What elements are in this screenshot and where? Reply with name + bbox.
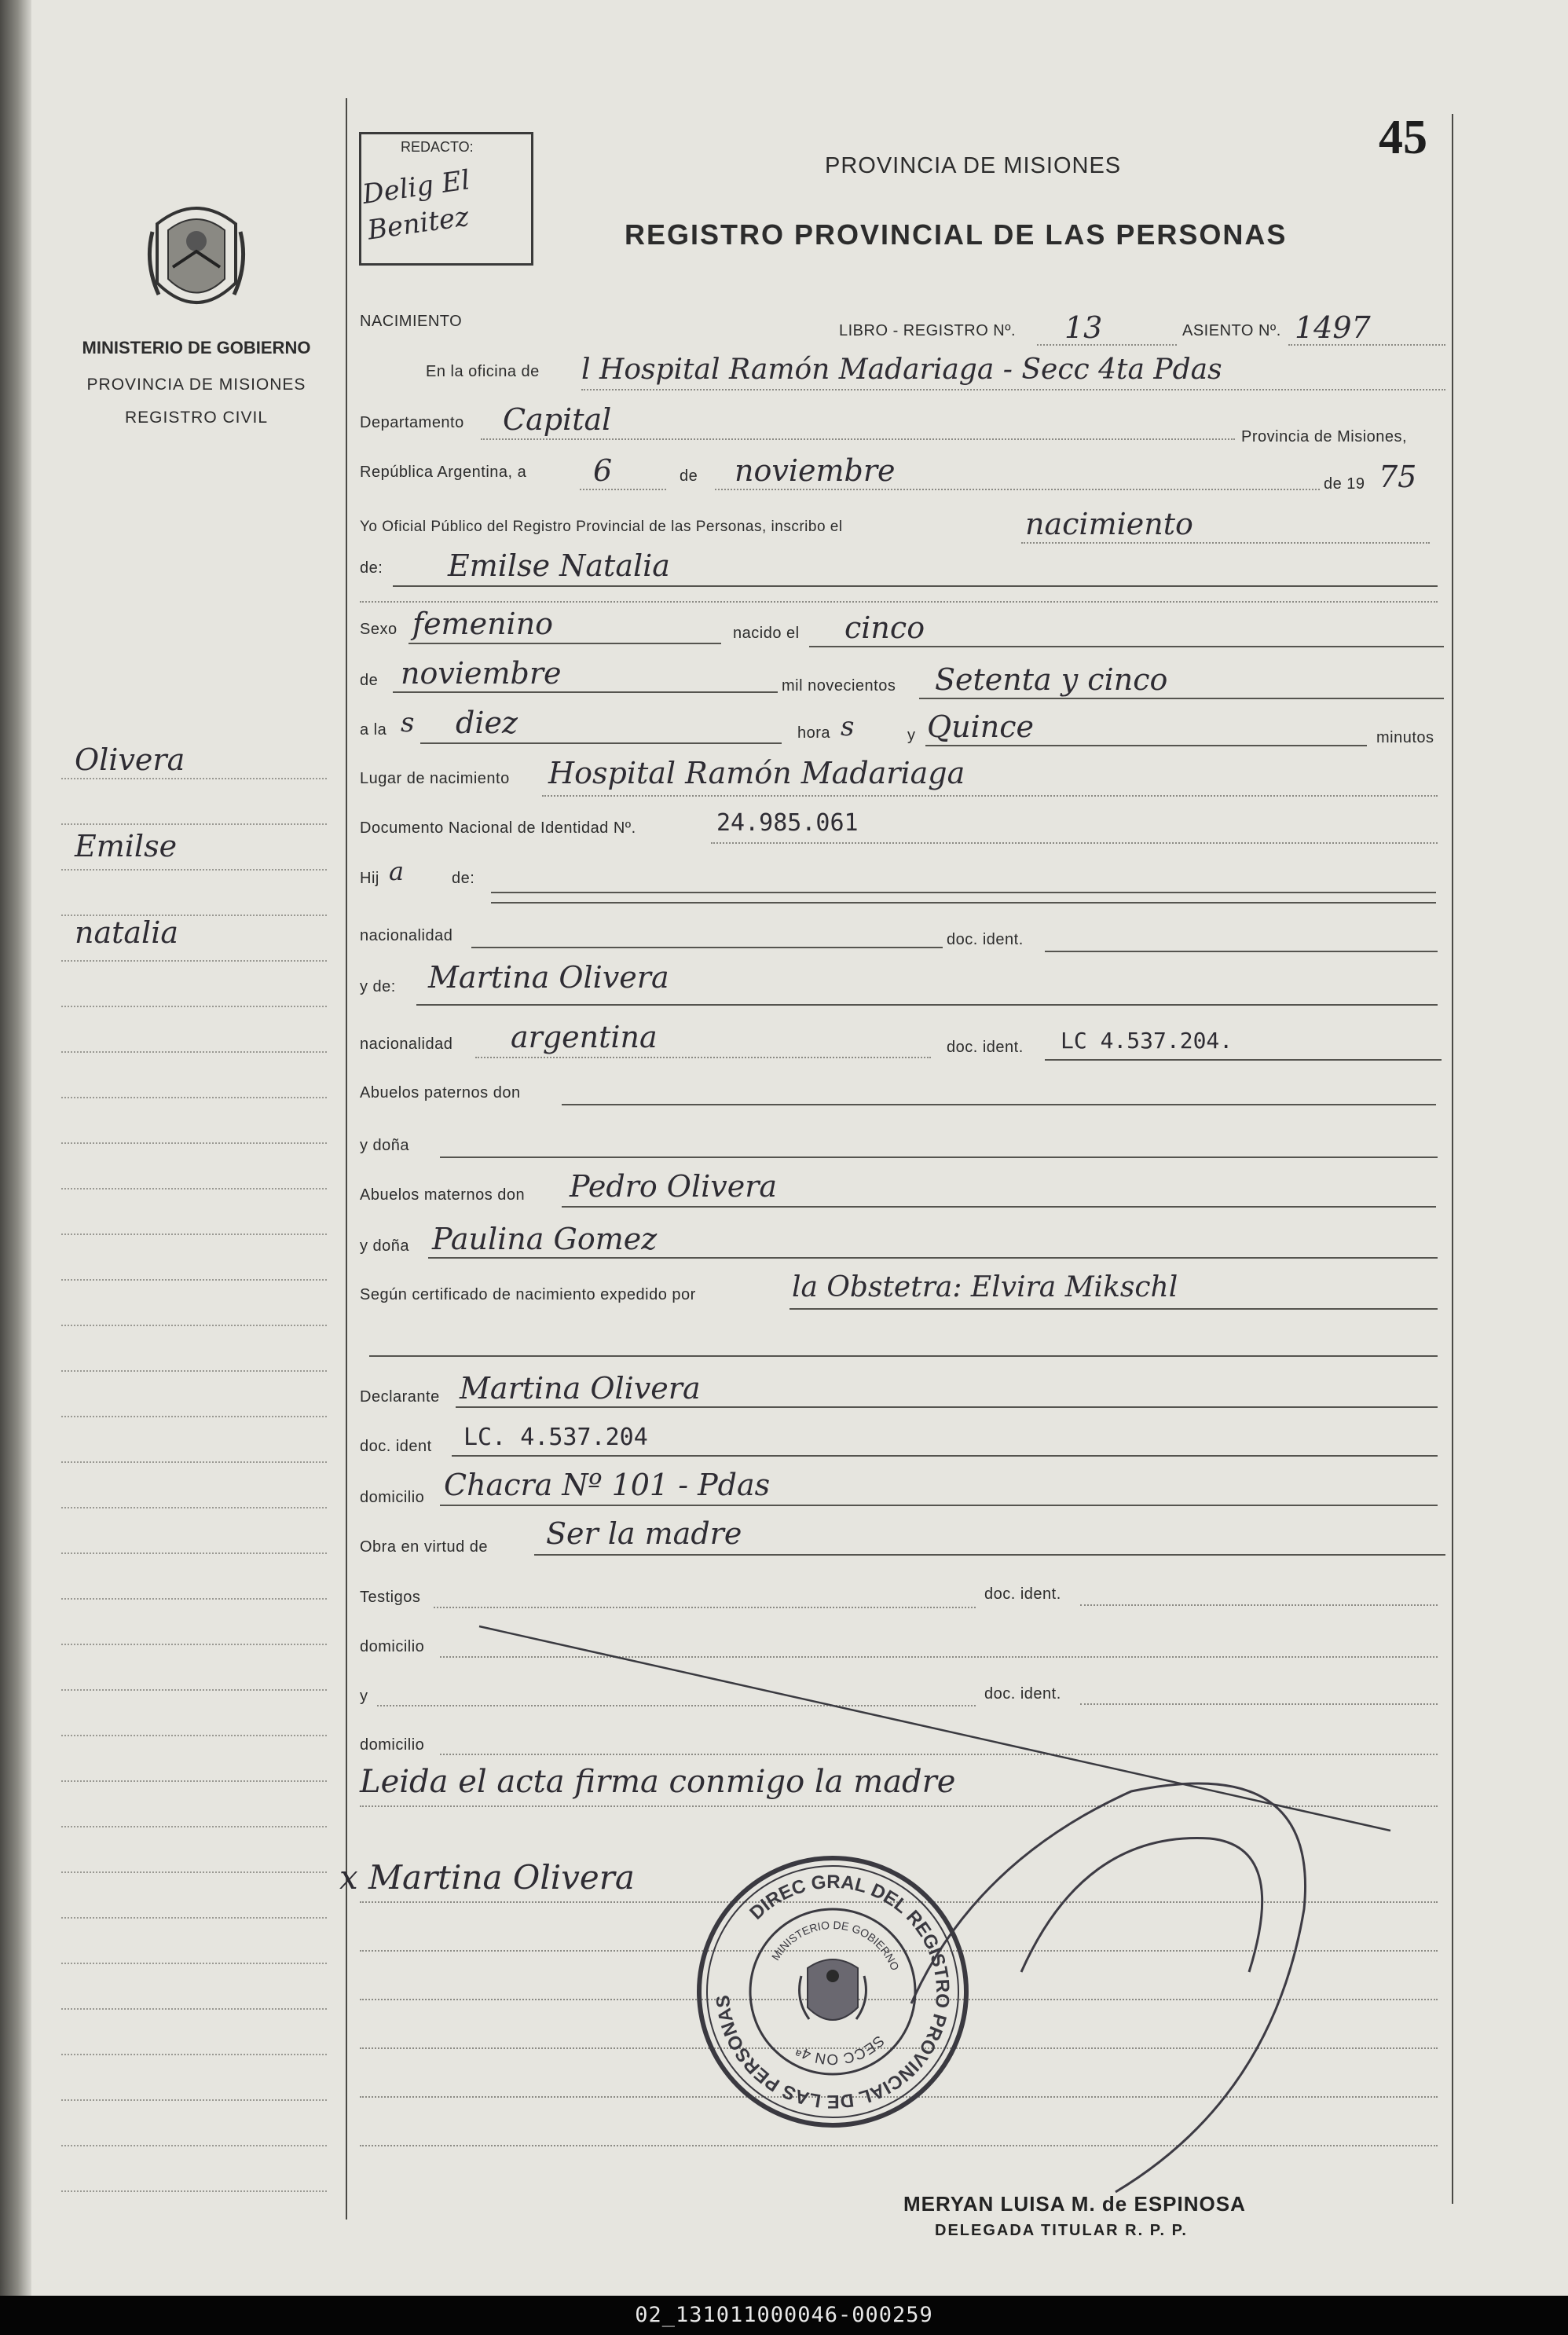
docident2-line [1045,1059,1442,1061]
alas-s: s [401,707,415,739]
seal-inner-text: SECC ON 4ª [793,2032,888,2068]
header-title: REGISTRO PROVINCIAL DE LAS PERSONAS [625,218,1288,251]
mil-label: mil novecientos [782,677,896,695]
ydona2-label: y doña [360,1237,410,1255]
official-seal [691,1850,974,2133]
margin-ruled-line [61,1780,327,1782]
dia-value: 6 [593,453,613,488]
ydona1-line [440,1157,1438,1158]
oficina-line [581,389,1445,390]
margin-ruled-line [61,1279,327,1281]
lugar-label: Lugar de nacimiento [360,770,510,787]
domicilio1-label: domicilio [360,1489,425,1506]
firma-value: x Martina Olivera [339,1858,635,1897]
svg-text:SECC ON 4ª [793,2032,887,2067]
margin-ruled-line [61,1963,327,1964]
seal-outer-text: DIREC GRAL DEL REGISTRO PROVINCIAL DE LAS PERSONAS [712,1871,954,2113]
asiento-value: 1497 [1295,310,1371,345]
dni-label: Documento Nacional de Identidad Nº. [360,819,636,837]
nombre-value: Emilse Natalia [448,548,670,583]
right-margin-rule [1452,114,1453,2204]
republica-label: República Argentina, a [360,464,527,481]
archive-id-footer: 02_131011000046-000259 [0,2296,1568,2335]
margin-ruled-line [61,1325,327,1326]
nombre-line [393,585,1438,587]
leida-value: Leida el acta firma conmigo la madre [360,1764,956,1800]
margin-first-name: Emilse [75,829,178,863]
docident2-label: doc. ident. [947,1039,1024,1056]
domicilio3-label: domicilio [360,1736,425,1754]
margin-ruled-line [61,1644,327,1645]
margin-ruled-line [61,1097,327,1098]
abuelos-pat-line [562,1104,1436,1105]
domicilio1-line [440,1505,1438,1506]
hija-a: a [389,856,405,886]
domicilio1-value: Chacra Nº 101 - Pdas [444,1468,771,1502]
mes2-line [393,691,778,693]
libro-line [1037,344,1177,346]
margin-ruled-line [61,1598,327,1600]
margin-second-name: natalia [75,915,179,950]
abuelos-mat-label: Abuelos maternos don [360,1186,526,1204]
y-label: y [907,727,916,744]
margin-ruled-line [61,1552,327,1554]
margin-ruled-line [61,960,327,962]
mes2-value: noviembre [401,656,562,691]
docident3-value: LC. 4.537.204 [463,1424,648,1451]
docident1-line [1045,951,1438,952]
margin-surname: Olivera [75,742,185,777]
lugar-value: Hospital Ramón Madariaga [548,756,965,790]
coat-of-arms-emblem [141,192,251,322]
nacionalidad2-line [475,1057,931,1058]
segun-label: Según certificado de nacimiento expedido por [360,1286,696,1303]
sexo-line [408,643,721,644]
de-mes-label: de [360,672,379,689]
page-number: 45 [1379,111,1427,164]
book-binding [0,0,31,2296]
hija-line [491,892,1436,893]
dni-line [711,842,1438,844]
yde-label: y de: [360,978,396,995]
nacionalidad1-label: nacionalidad [360,927,453,944]
nacido-value: cinco [844,610,925,645]
departamento-label: Departamento [360,414,464,431]
alas-label: a la [360,721,387,739]
official-title: DELEGADA TITULAR R. P. P. [935,2222,1188,2239]
horas-s: s [841,711,855,742]
de-label: de [680,467,698,485]
obra-label: Obra en virtud de [360,1538,489,1556]
declarante-line [456,1406,1438,1408]
margin-ruled-line [61,2008,327,2010]
seal-inner-bottom: MINISTERIO DE GOBIERNO [768,1918,902,1973]
hora-line [420,742,782,744]
margin-ruled-line [61,2145,327,2146]
ministry-registry: REGISTRO CIVIL [124,409,269,427]
nacimiento-label: NACIMIENTO [360,313,463,330]
abuelos-mat-value: Pedro Olivera [570,1169,778,1204]
margin-ruled-line [61,869,327,871]
oficial-value: nacimiento [1025,507,1193,541]
mil-value: Setenta y cinco [935,662,1168,697]
docident2-value: LC 4.537.204. [1061,1028,1233,1054]
docident5-label: doc. ident. [984,1685,1061,1703]
redacto-label: REDACTO: [401,139,474,155]
margin-ruled-line [61,1370,327,1372]
margin-ruled-line [61,2190,327,2192]
redacto-signature: Delig El Benitez [360,164,472,247]
nacionalidad1-line [471,947,943,948]
redacto-stamp [359,132,533,266]
departamento-value: Capital [503,402,612,437]
anio-label: de 19 [1324,475,1365,493]
abuelos-pat-label: Abuelos paternos don [360,1084,521,1102]
testigos-label: Testigos [360,1589,421,1606]
obra-line [534,1554,1445,1556]
nacionalidad2-label: nacionalidad [360,1036,453,1053]
margin-ruled-line [61,2054,327,2055]
official-name: MERYAN LUISA M. de ESPINOSA [903,2192,1246,2216]
domicilio2-label: domicilio [360,1638,425,1655]
nombre-line-2 [360,601,1438,603]
margin-ruled-line [61,1188,327,1189]
margin-ruled-line [61,1917,327,1919]
docident1-label: doc. ident. [947,931,1024,948]
oficina-label: En la oficina de [426,363,540,380]
margin-ruled-line [61,1735,327,1736]
docident4-line [1080,1604,1438,1606]
nacido-label: nacido el [733,625,800,642]
margin-ruled-line [61,1826,327,1827]
departamento-line [481,438,1235,440]
ministry-title: MINISTERIO DE GOBIERNO [82,338,311,357]
libro-label: LIBRO - REGISTRO Nº. [839,322,1017,339]
margin-ruled-line [61,2099,327,2101]
madre-line [416,1004,1438,1006]
libro-value: 13 [1064,310,1103,345]
y2-label: y [360,1688,368,1705]
testigos-line [434,1607,976,1608]
oficial-line [1021,542,1430,544]
margin-ruled-line [61,1871,327,1873]
dia-line [580,489,666,490]
mes-line [715,489,1320,490]
segun-line [789,1308,1438,1310]
hora-value: diez [456,706,518,740]
margin-ruled-line [61,778,327,779]
asiento-label: ASIENTO Nº. [1182,322,1281,339]
nacido-line [809,646,1444,647]
minutos-line [925,745,1367,746]
margin-ruled-line [61,1233,327,1235]
margin-ruled-line [61,823,327,825]
de-nombre-label: de: [360,559,383,577]
madre-value: Martina Olivera [428,960,669,995]
margin-ruled-line [61,1006,327,1007]
oficial-label: Yo Oficial Público del Registro Provincial de las Personas, inscribo el [360,519,843,535]
left-margin-rule [346,98,347,2220]
margin-ruled-line [61,1689,327,1691]
abuelos-mat-line [562,1206,1436,1208]
minutos-label: minutos [1376,729,1434,746]
mes-value: noviembre [735,453,896,488]
ydona2-line [428,1257,1438,1259]
hija-label: Hij [360,870,379,887]
sexo-label: Sexo [360,621,397,638]
ydona1-label: y doña [360,1137,410,1154]
declarante-label: Declarante [360,1388,440,1406]
horas-label: hora [797,724,831,742]
lugar-line [542,795,1438,797]
segun-line-2 [369,1355,1438,1357]
segun-value: la Obstetra: Elvira Mikschl [792,1271,1178,1303]
sexo-value: femenino [412,607,554,641]
margin-ruled-line [61,1416,327,1417]
docident4-label: doc. ident. [984,1585,1061,1603]
declarante-value: Martina Olivera [460,1371,701,1406]
anio-value: 75 [1379,460,1417,494]
margin-ruled-line [61,1507,327,1508]
ydona2-value: Paulina Gomez [432,1222,658,1256]
docident3-label: doc. ident [360,1438,432,1455]
provincia-label: Provincia de Misiones, [1241,428,1408,445]
margin-ruled-line [61,1142,327,1144]
margin-ruled-line [61,1051,327,1053]
oficina-value: l Hospital Ramón Madariaga - Secc 4ta Pdas [581,354,1222,386]
docident3-line [452,1455,1438,1457]
mil-line [919,698,1444,699]
ministry-province: PROVINCIA DE MISIONES [86,376,306,394]
obra-value: Ser la madre [546,1516,742,1551]
minutos-value: Quince [927,709,1035,744]
margin-ruled-line [61,915,327,916]
hija-de-label: de: [452,870,475,887]
dni-value: 24.985.061 [716,809,859,837]
hija-line-2 [491,902,1436,904]
margin-ruled-line [61,1461,327,1463]
nacionalidad2-value: argentina [511,1020,658,1054]
header-province: PROVINCIA DE MISIONES [825,153,1122,178]
